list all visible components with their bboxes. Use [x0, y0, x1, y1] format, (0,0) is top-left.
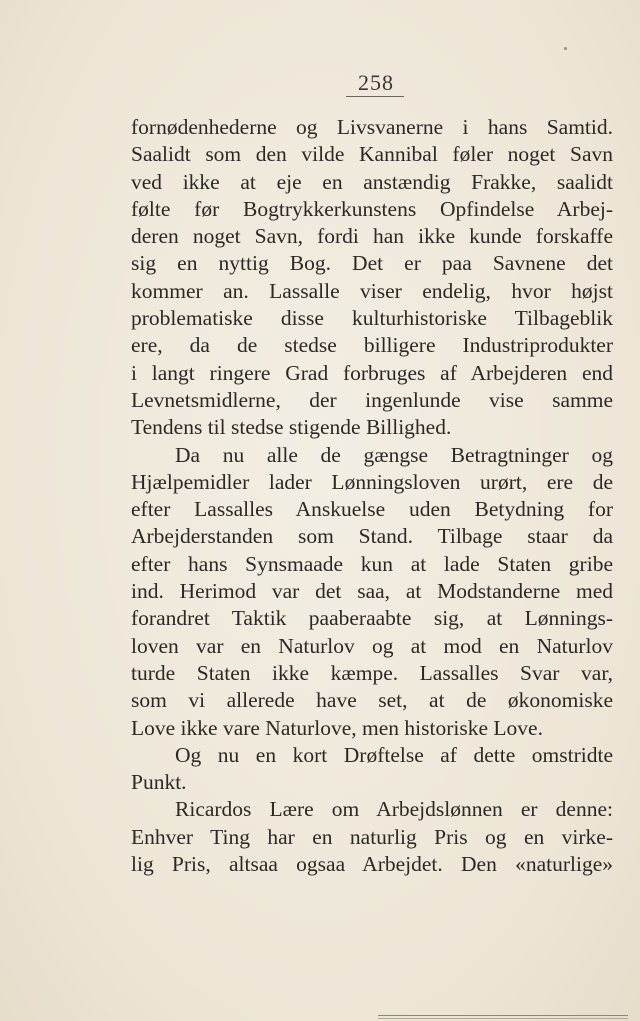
text-line: Punkt.	[131, 770, 187, 795]
text-line: Ricardos Lære om Arbejdslønnen er denne:	[175, 797, 613, 822]
text-line: Hjælpemidler lader Lønningsloven urørt, ere de	[131, 469, 613, 494]
text-line: deren noget Savn, fordi han ikke kunde forskaffe	[131, 224, 613, 249]
body-text	[131, 114, 613, 878]
text-line: i langt ringere Grad forbruges af Arbejderen end	[131, 360, 613, 385]
paragraph-2	[131, 442, 613, 742]
text-line: forandret Taktik paaberaabte sig, at Lønnings-	[131, 606, 613, 631]
text-line: efter Lassalles Anskuelse uden Betydning for	[131, 497, 613, 522]
print-speck	[564, 47, 567, 50]
paragraph-4	[131, 796, 613, 878]
paragraph-1	[131, 114, 613, 442]
text-line: efter hans Synsmaade kun at lade Staten gribe	[131, 551, 613, 576]
text-line: turde Staten ikke kæmpe. Lassalles Svar var,	[131, 660, 613, 685]
text-line: fornødenhederne og Livsvanerne i hans Samtid.	[131, 115, 613, 139]
page-edge-line	[378, 1015, 628, 1016]
text-line: kommer an. Lassalle viser endelig, hvor højst	[131, 278, 613, 303]
text-line: Arbejderstanden som Stand. Tilbage staar da	[131, 524, 613, 549]
text-line: loven var en Naturlov og at mod en Naturlov	[131, 633, 613, 658]
text-line: ved ikke at eje en anstændig Frakke, saalidt	[131, 169, 613, 194]
text-line: ere, da de stedse billigere Industriprodukter	[131, 333, 613, 358]
text-line: Da nu alle de gængse Betragtninger og	[175, 442, 613, 467]
text-line: sig en nyttig Bog. Det er paa Savnene det	[131, 251, 613, 276]
paragraph-3	[131, 742, 613, 797]
text-line: følte før Bogtrykkerkunstens Opfindelse Arbej-	[131, 196, 613, 221]
page-edge-line	[378, 1018, 628, 1019]
page-number-rule	[346, 96, 404, 97]
text-line: Tendens til stedse stigende Billighed.	[131, 415, 452, 440]
text-line: lig Pris, altsaa ogsaa Arbejdet. Den «naturlige»	[131, 852, 613, 877]
text-line: Og nu en kort Drøftelse af dette omstridte	[175, 742, 613, 767]
text-line: ind. Herimod var det saa, at Modstanderne med	[131, 579, 613, 604]
text-line: problematiske disse kulturhistoriske Tilbageblik	[131, 306, 613, 331]
text-line: Levnetsmidlerne, der ingenlunde vise samme	[131, 387, 613, 412]
text-line: Enhver Ting har en naturlig Pris og en virke-	[131, 824, 613, 849]
text-line: Saalidt som den vilde Kannibal føler noget Savn	[131, 142, 613, 167]
page-number: 258	[358, 70, 394, 95]
text-line: Love ikke vare Naturlove, men historiske Love.	[131, 715, 543, 740]
text-line: som vi allerede have set, at de økonomiske	[131, 688, 613, 713]
